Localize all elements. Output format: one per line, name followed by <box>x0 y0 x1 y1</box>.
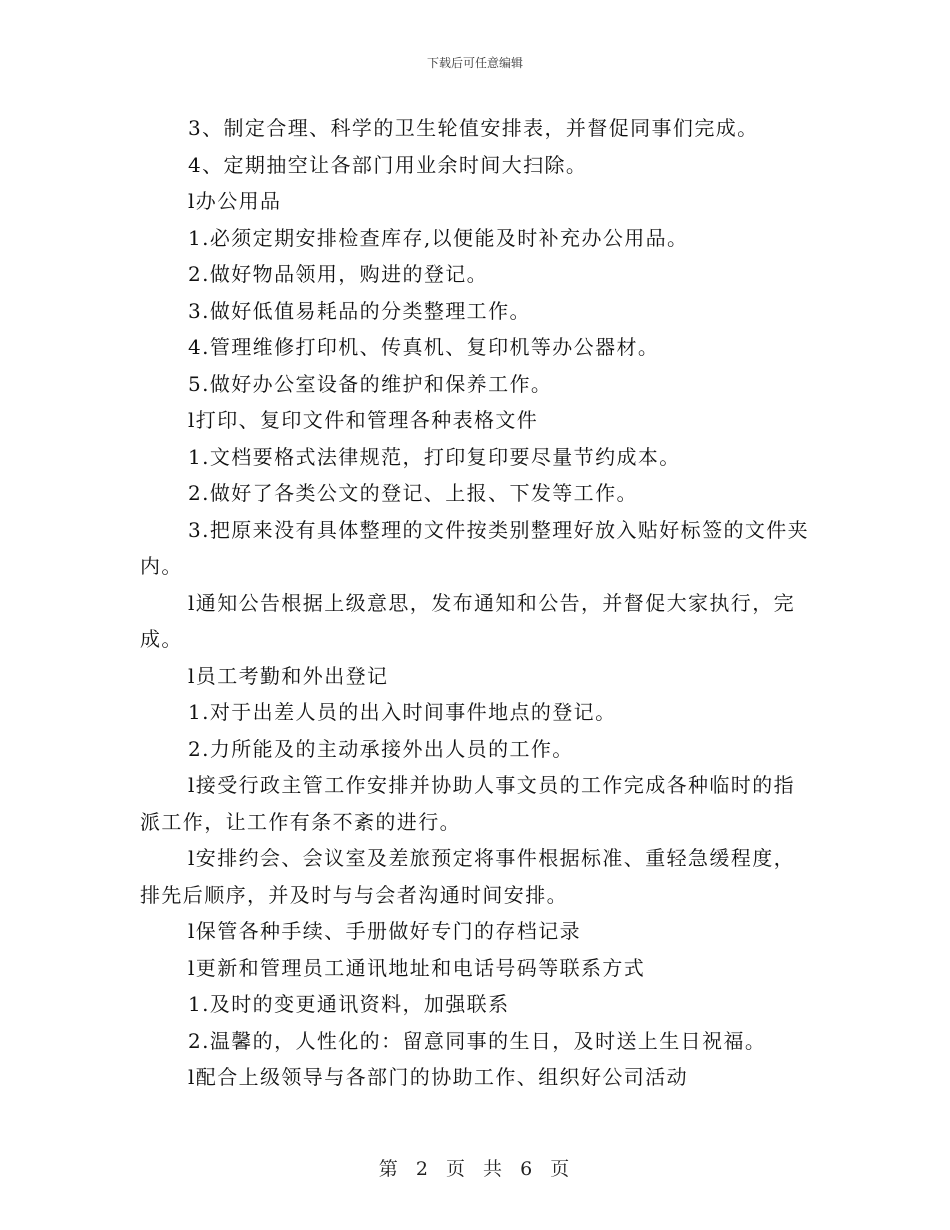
paragraph: 2.力所能及的主动承接外出人员的工作。 <box>188 736 574 761</box>
footer-total-word: 共 <box>483 1158 505 1180</box>
total-page-count: 6 <box>520 1158 535 1180</box>
paragraph: 3、制定合理、科学的卫生轮值安排表，并督促同事们完成。 <box>188 116 759 140</box>
section-heading: l保管各种手续、手册做好专门的存档记录 <box>188 919 581 943</box>
section-heading: l配合上级领导与各部门的协助工作、组织好公司活动 <box>188 1065 688 1089</box>
paragraph: 1.及时的变更通讯资料，加强联系 <box>188 992 510 1016</box>
section-heading: l通知公告根据上级意思，发布通知和公告，并督促大家执行，完成。 <box>140 590 795 651</box>
section-heading: l办公用品 <box>188 189 282 213</box>
section-heading: l打印、复印文件和管理各种表格文件 <box>188 408 539 432</box>
section-heading: l接受行政主管工作安排并协助人事文员的工作完成各种临时的指派工作，让工作有条不紊的进行。 <box>140 773 795 834</box>
paragraph: 4、定期抽空让各部门用业余时间大扫除。 <box>188 152 588 177</box>
paragraph: 3.做好低值易耗品的分类整理工作。 <box>188 298 531 323</box>
section-heading: l更新和管理员工通讯地址和电话号码等联系方式 <box>188 955 646 980</box>
document-body <box>140 110 812 1096</box>
footer-prefix: 第 <box>378 1158 400 1180</box>
current-page-number: 2 <box>415 1158 430 1180</box>
paragraph: 1.对于出差人员的出入时间事件地点的登记。 <box>188 700 617 724</box>
paragraph: 3.把原来没有具体整理的文件按类别整理好放入贴好标签的文件夹内。 <box>140 517 810 578</box>
header-note: 下载后可任意编辑 <box>426 56 523 70</box>
page-footer <box>0 1154 950 1181</box>
paragraph: 2.做好了各类公文的登记、上报、下发等工作。 <box>188 481 638 505</box>
paragraph: 1.文档要格式法律规范，打印复印要尽量节约成本。 <box>188 444 681 469</box>
paragraph: 2.温馨的，人性化的：留意同事的生日，及时送上生日祝福。 <box>188 1028 767 1053</box>
section-heading: l安排约会、会议室及差旅预定将事件根据标准、重轻急缓程度，排先后顺序，并及时与与会者沟通时间安排。 <box>140 846 795 907</box>
paragraph: 5.做好办公室设备的维护和保养工作。 <box>188 371 553 396</box>
footer-page-word: 页 <box>445 1158 467 1180</box>
footer-suffix: 页 <box>550 1158 572 1180</box>
section-heading: l员工考勤和外出登记 <box>188 663 389 688</box>
paragraph: 1.必须定期安排检查库存,以便能及时补充办公用品。 <box>188 225 689 250</box>
paragraph: 4.管理维修打印机、传真机、复印机等办公器材。 <box>188 335 660 359</box>
paragraph: 2.做好物品领用，购进的登记。 <box>188 262 489 286</box>
